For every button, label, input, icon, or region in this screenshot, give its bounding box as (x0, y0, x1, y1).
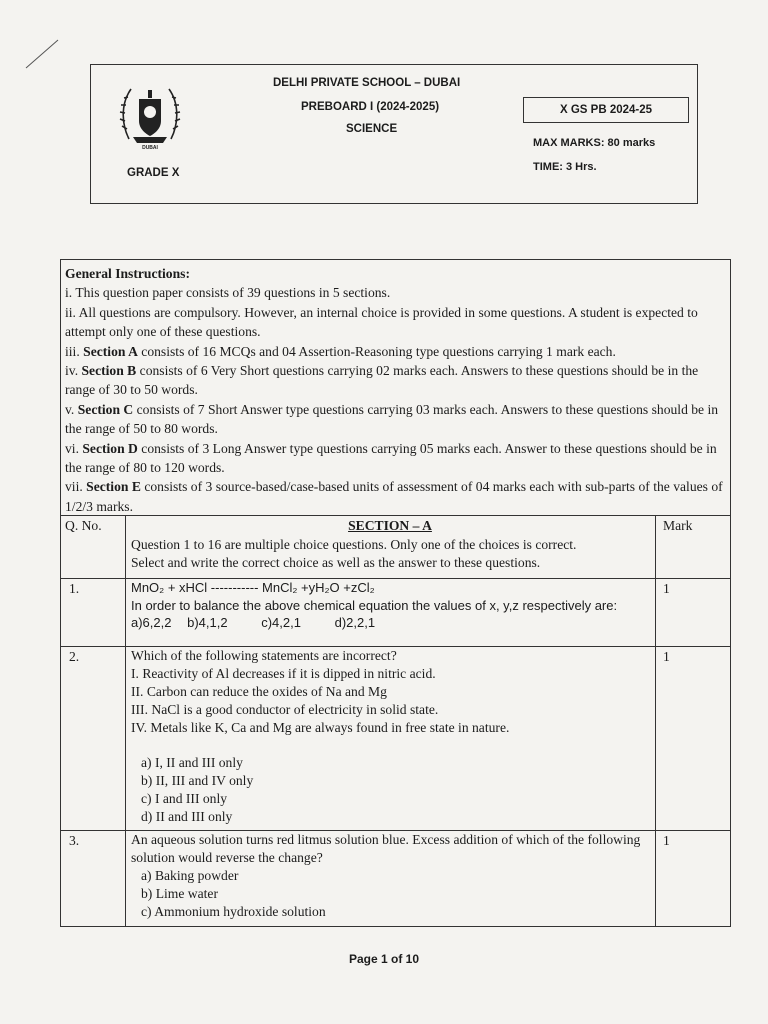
option: a)6,2,2 (131, 615, 172, 630)
question-line: An aqueous solution turns red litmus solution blue. Excess addition of which of the following solution would reverse the change? (131, 832, 641, 865)
section-note: Question 1 to 16 are multiple choice questions. Only one of the choices is correct. Select and write the correct choice as well as the answer to these questions. (131, 537, 577, 570)
question-mark: 1 (663, 581, 670, 596)
question-mark: 1 (663, 833, 670, 848)
question-number: 3. (69, 833, 80, 848)
pen-stroke-mark (22, 38, 62, 72)
instruction-item: v. Section C consists of 7 Short Answer type questions carrying 03 marks each. Answers to these questions should be in the range of 50 to 80 words. (65, 401, 719, 437)
option: d) II and III only (141, 809, 233, 824)
instruction-item: i. This question paper consists of 39 questions in 5 sections. (65, 285, 391, 301)
column-divider (655, 515, 656, 927)
column-header-qno: Q. No. (65, 518, 102, 533)
page-number: Page 1 of 10 (348, 952, 420, 966)
option: d)2,2,1 (334, 615, 376, 630)
question-mark: 1 (663, 649, 670, 664)
school-crest-logo (119, 79, 181, 151)
instruction-item: iii. Section A consists of 16 MCQs and 04 Assertion-Reasoning type questions carrying 1 mark each. (65, 343, 616, 359)
paper-code: X GS PB 2024-25 (523, 97, 689, 123)
question-line: II. Carbon can reduce the oxides of Na and Mg (131, 684, 387, 699)
max-marks: MAX MARKS: 80 marks (533, 137, 656, 149)
question-1 (131, 579, 651, 632)
question-line: I. Reactivity of Al decreases if it is dipped in nitric acid. (131, 666, 436, 681)
exam-name: PREBOARD I (2024-2025) (301, 101, 440, 113)
school-name: DELHI PRIVATE SCHOOL – DUBAI (273, 77, 461, 89)
general-instructions (65, 264, 725, 516)
instruction-item: ii. All questions are compulsory. However, an internal choice is provided in some questions. A student is expected to attempt only one of these questions. (65, 304, 698, 340)
option-list (141, 867, 651, 921)
svg-text:DUBAI: DUBAI (142, 145, 158, 151)
option: a) Baking powder (141, 868, 239, 883)
table-top-rule (61, 515, 730, 516)
exam-time: TIME: 3 Hrs. (533, 161, 597, 173)
question-line: III. NaCl is a good conductor of electricity in solid state. (131, 702, 439, 717)
question-3 (131, 831, 651, 921)
question-number: 2. (69, 649, 80, 664)
question-paper-body (60, 259, 731, 927)
instruction-item: vi. Section D consists of 3 Long Answer type questions carrying 05 marks each. Answer to these questions should be in the range of 80 to 120 words. (65, 440, 717, 476)
question-line: Which of the following statements are incorrect? (131, 648, 397, 663)
instruction-item: vii. Section E consists of 3 source-based/case-based units of assessment of 04 marks each with sub-parts of the values of 1/2/3 marks. (65, 479, 723, 514)
subject-name: SCIENCE (346, 123, 398, 135)
question-line: IV. Metals like K, Ca and Mg are always found in free state in nature. (131, 720, 510, 735)
option: c) I and III only (141, 791, 228, 806)
exam-header (90, 64, 698, 204)
option: c)4,2,1 (261, 615, 301, 630)
question-line: MnO₂ + xHCl ----------- MnCl₂ +yH₂O +zCl₂ (131, 580, 375, 595)
question-number: 1. (69, 581, 80, 596)
option-list (141, 754, 651, 826)
column-header-mark: Mark (663, 518, 693, 533)
option: c) Ammonium hydroxide solution (141, 904, 326, 919)
instruction-item: iv. Section B consists of 6 Very Short questions carrying 02 marks each. Answers to these questions should be in the range of 30 to 50 words. (65, 363, 699, 398)
question-line: In order to balance the above chemical equation the values of x, y,z respectively are: (131, 597, 618, 613)
option: a) I, II and III only (141, 755, 243, 770)
instructions-title: General Instructions: (65, 266, 190, 281)
grade-label: GRADE X (127, 167, 180, 179)
option: b)4,1,2 (187, 615, 228, 630)
column-divider (125, 515, 126, 927)
option: b) Lime water (141, 886, 218, 901)
section-title: SECTION – A (348, 518, 432, 533)
option: b) II, III and IV only (141, 773, 254, 788)
option-row (131, 614, 651, 632)
question-2 (131, 647, 651, 826)
